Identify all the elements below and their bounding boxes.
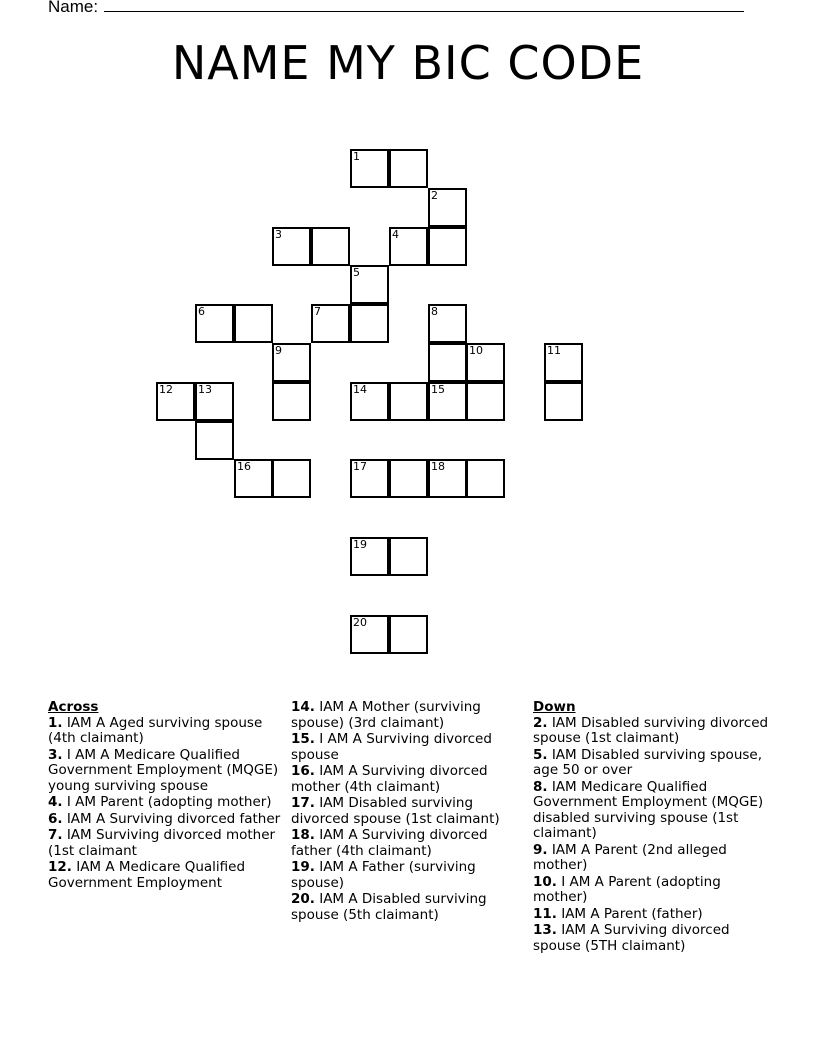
down-heading: Down (533, 699, 576, 715)
crossword-cell[interactable] (311, 227, 350, 266)
clue-text: IAM A Mother (surviving spouse) (3rd claimant) (291, 699, 481, 731)
clue-item (533, 843, 773, 874)
clue-text: IAM A Disabled surviving spouse (5th claimant) (291, 891, 487, 923)
crossword-cell[interactable] (234, 304, 273, 343)
cell-number: 9 (275, 344, 282, 357)
crossword-cell[interactable] (195, 421, 234, 460)
crossword-cell[interactable] (428, 382, 467, 421)
clue-text: IAM A Parent (2nd alleged mother) (533, 841, 727, 873)
crossword-cell[interactable] (350, 615, 389, 654)
clue-number: 7. (48, 827, 63, 843)
cell-number: 11 (547, 344, 561, 357)
cell-number: 13 (198, 383, 212, 396)
crossword-cell[interactable] (350, 459, 389, 498)
clue-item (533, 907, 773, 923)
across-clues-column-1 (48, 700, 284, 892)
clue-text: IAM A Aged surviving spouse (4th claimant) (48, 714, 263, 746)
clue-number: 3. (48, 746, 63, 763)
clue-number: 8. (533, 778, 548, 795)
clue-text: I AM A Surviving divorced spouse (291, 731, 492, 763)
crossword-cell[interactable] (234, 459, 273, 498)
cell-number: 7 (314, 305, 321, 318)
clue-number: 14. (291, 699, 315, 715)
clue-text: I AM A Parent (adopting mother) (533, 873, 721, 905)
clue-text: IAM Disabled surviving spouse, age 50 or over (533, 746, 763, 778)
crossword-cell[interactable] (272, 343, 311, 382)
crossword-cell[interactable] (544, 382, 583, 421)
clue-number: 6. (48, 810, 63, 827)
clue-item (533, 875, 773, 906)
down-clues-column (533, 700, 773, 955)
crossword-cell[interactable] (428, 343, 467, 382)
clue-text: I AM Parent (adopting mother) (66, 794, 272, 810)
crossword-cell[interactable] (389, 537, 428, 576)
clue-item (291, 796, 521, 827)
cell-number: 15 (431, 383, 445, 396)
clue-number: 18. (291, 827, 315, 843)
crossword-cell[interactable] (272, 227, 311, 266)
crossword-cell[interactable] (350, 149, 389, 188)
clue-text: IAM A Surviving divorced mother (4th claimant) (291, 763, 488, 795)
clue-number: 17. (291, 795, 315, 811)
clue-text: IAM Medicare Qualified Government Employment (MQGE) disabled surviving spouse (1st claimant) (533, 778, 764, 841)
crossword-cell[interactable] (389, 382, 428, 421)
clue-text: IAM A Surviving divorced spouse (5TH claimant) (533, 922, 730, 954)
name-label: Name: (48, 0, 99, 16)
clue-item (291, 860, 521, 891)
crossword-cell[interactable] (350, 382, 389, 421)
clue-item (48, 812, 284, 828)
crossword-cell[interactable] (428, 227, 467, 266)
crossword-cell[interactable] (272, 382, 311, 421)
clue-text: IAM A Parent (father) (561, 905, 703, 922)
clue-text: IAM Disabled surviving divorced spouse (1st claimant) (533, 714, 769, 746)
cell-number: 2 (431, 189, 438, 202)
crossword-cell[interactable] (350, 304, 389, 343)
across-heading: Across (48, 699, 99, 715)
crossword-cell[interactable] (350, 265, 389, 304)
clue-text: IAM A Father (surviving spouse) (291, 859, 476, 891)
crossword-cell[interactable] (272, 459, 311, 498)
page-title: NAME MY BIC CODE (171, 36, 645, 90)
clue-number: 20. (291, 891, 315, 907)
cell-number: 8 (431, 305, 438, 318)
clue-item (291, 892, 521, 923)
cell-number: 3 (275, 228, 282, 241)
clue-number: 1. (48, 714, 63, 731)
clue-text: IAM A Surviving divorced father (4th claimant) (291, 827, 488, 859)
crossword-cell[interactable] (428, 459, 467, 498)
cell-number: 5 (353, 266, 360, 279)
clue-item (48, 748, 284, 795)
clue-number: 13. (533, 922, 557, 938)
clue-number: 12. (48, 859, 72, 875)
clue-text: I AM A Medicare Qualified Government Employment (MQGE) young surviving spouse (48, 746, 279, 794)
cell-number: 17 (353, 460, 367, 473)
clue-number: 2. (533, 714, 548, 731)
clue-text: IAM A Surviving divorced father (66, 810, 281, 827)
clue-item (533, 748, 773, 779)
clue-number: 9. (533, 841, 548, 858)
crossword-cell[interactable] (466, 343, 505, 382)
clue-text: IAM Disabled surviving divorced spouse (1st claimant) (291, 795, 500, 827)
clue-number: 10. (533, 873, 557, 890)
clue-item (48, 795, 284, 811)
clue-number: 15. (291, 731, 315, 747)
clue-item (533, 716, 773, 747)
crossword-cell[interactable] (428, 304, 467, 343)
across-clues-column-2 (291, 700, 521, 924)
crossword-cell[interactable] (544, 343, 583, 382)
cell-number: 14 (353, 383, 367, 396)
clue-item (48, 828, 284, 859)
clue-item (291, 700, 521, 731)
clue-item (48, 860, 284, 891)
crossword-cell[interactable] (389, 615, 428, 654)
crossword-cell[interactable] (311, 304, 350, 343)
cell-number: 12 (159, 383, 173, 396)
cell-number: 18 (431, 460, 445, 473)
clue-item (291, 732, 521, 763)
clue-number: 4. (48, 794, 63, 810)
clue-text: IAM A Medicare Qualified Government Employment (48, 859, 246, 891)
cell-number: 4 (392, 228, 399, 241)
cell-number: 10 (469, 344, 483, 357)
crossword-cell[interactable] (389, 459, 428, 498)
crossword-cell[interactable] (156, 382, 195, 421)
crossword-cell[interactable] (428, 188, 467, 227)
crossword-cell[interactable] (195, 304, 234, 343)
cell-number: 16 (237, 460, 251, 473)
clue-item (533, 923, 773, 954)
crossword-cell[interactable] (466, 382, 505, 421)
clue-item (48, 716, 284, 747)
clue-number: 11. (533, 905, 557, 922)
cell-number: 19 (353, 538, 367, 551)
clue-item (291, 764, 521, 795)
clue-item (533, 780, 773, 842)
clue-text: IAM Surviving divorced mother (1st claimant (48, 827, 276, 859)
cell-number: 6 (198, 305, 205, 318)
clue-item (291, 828, 521, 859)
clue-number: 5. (533, 746, 548, 763)
crossword-cell[interactable] (466, 459, 505, 498)
clue-number: 19. (291, 859, 315, 875)
cell-number: 1 (353, 150, 360, 163)
crossword-cell[interactable] (389, 149, 428, 188)
crossword-cell[interactable] (350, 537, 389, 576)
cell-number: 20 (353, 616, 367, 629)
crossword-cell[interactable] (195, 382, 234, 421)
crossword-cell[interactable] (389, 227, 428, 266)
clue-number: 16. (291, 763, 315, 779)
